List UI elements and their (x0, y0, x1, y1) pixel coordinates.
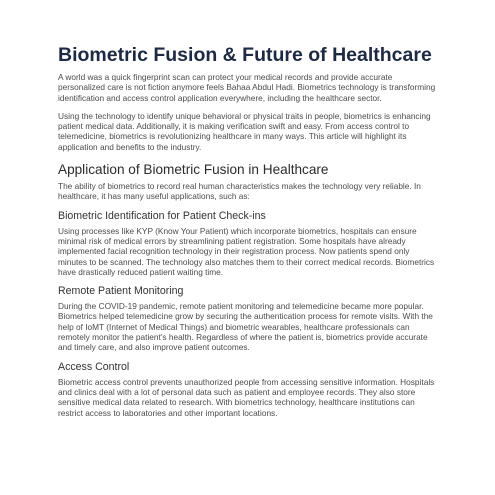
intro-paragraph: A world was a quick fingerprint scan can protect your medical records and provide accurate personalized care is not fiction anymore feels Bahaa Abdul Hadi. Biometrics technology is transforming identification and access control application everywhere, including the healthcare sector. (58, 72, 436, 103)
second-paragraph: Using the technology to identify unique behavioral or physical traits in people, biometrics is enhancing patient medical data. Additionally, it is making verification swift and easy. From access control to telemedicine, biometrics is revolutionizing healthcare in many ways. This article will highlight its application and benefits to the industry. (58, 110, 431, 152)
subsection-body-check-ins: Using processes like KYP (Know Your Patient) which incorporate biometrics, hospitals can ensure minimal risk of medical errors by streamlining patient registration. Some hospitals have already implemented facial recognition technology in their registration process. Now patients spend only minutes to be scanned. The technology also matches them to their correct medical records. Biometrics have drastically reduced patient waiting time. (58, 225, 435, 277)
section-intro-paragraph: The ability of biometrics to record real human characteristics makes the technology very reliable. In healthcare, it has many useful applications, such as: (58, 181, 421, 202)
subsection-heading-remote-monitoring: Remote Patient Monitoring (58, 285, 184, 298)
subsection-body-remote-monitoring: During the COVID-19 pandemic, remote patient monitoring and telemedicine became more popular. Biometrics helped telemedicine grow by securing the authentication process for remote visits. With the help of IoMT (Internet of Medical Things) and biometric wearables, healthcare professionals can remotely monitor the patient's health. Regardless of where the patient is, biometrics provide accurate and timely care, and also improve patient outcomes. (58, 301, 433, 353)
subsection-heading-check-ins: Biometric Identification for Patient Check-ins (58, 209, 266, 222)
article-title: Biometric Fusion & Future of Healthcare (58, 44, 432, 66)
subsection-body-access-control: Biometric access control prevents unauthorized people from accessing sensitive information. Hospitals and clinics deal with a lot of personal data such as patient and employee records. They also store sensitive medical data related to research. With biometrics technology, healthcare institutions can restrict access to laboratories and other important locations. (58, 376, 435, 418)
subsection-heading-access-control: Access Control (58, 360, 130, 373)
section-heading: Application of Biometric Fusion in Healthcare (58, 162, 329, 178)
